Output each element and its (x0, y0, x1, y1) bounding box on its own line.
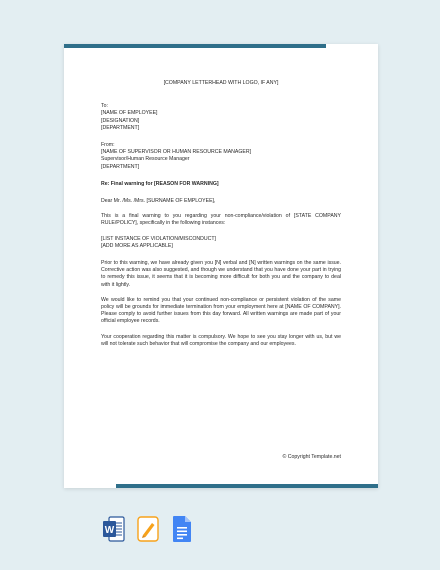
letter-content (101, 80, 341, 356)
from-line: [DEPARTMENT] (101, 163, 140, 170)
svg-text:W: W (104, 525, 115, 536)
word-icon[interactable] (103, 515, 125, 543)
bottom-accent-bar (116, 484, 378, 488)
paragraph: Your cooperation regarding this matter is compulsory. We hope to see you stay longer with us, but we will not tolerate such behavior that will compromise the company and our employees. (101, 333, 341, 347)
from-line: From: (101, 142, 115, 149)
pages-icon[interactable] (137, 515, 159, 543)
from-line: Supervisor/Human Resource Manager (101, 156, 190, 163)
to-line: To: (101, 103, 108, 110)
instance-item: [ADD MORE AS APPLICABLE] (101, 242, 173, 249)
top-accent-bar (64, 44, 326, 48)
subject-line: Re: Final warning for [REASON FOR WARNING] (101, 180, 219, 187)
paragraph: We would like to remind you that your continued non-compliance or persistent violation of the same policy will be grounds for immediate termination from your employment here at [NAME OF COMPANY]. Please comply to avoid further issues from this day forward. All written warnings are made part of your official employee records. (101, 296, 341, 325)
instance-item: [LIST INSTANCE OF VIOLATION/MISCONDUCT] (101, 235, 216, 242)
salutation: Dear Mr. /Ms. /Mrs. [SURNAME OF EMPLOYEE], (101, 198, 216, 205)
to-line: [DESIGNATION] (101, 117, 140, 124)
letterhead: [COMPANY LETTERHEAD WITH LOGO, IF ANY] (163, 80, 279, 86)
from-line: [NAME OF SUPERVISOR OR HUMAN RESOURCE MANAGER] (101, 149, 252, 156)
to-block (101, 103, 341, 132)
google-docs-icon[interactable] (171, 515, 193, 543)
copyright-footer: © Copyright Template.net (282, 454, 341, 460)
document-page (64, 44, 378, 488)
paragraph: Prior to this warning, we have already given you [N] verbal and [N] written warnings on the same issue. Corrective action was also suggested, and though we understand that you have done your part in trying to remedy this issue, it seems that it is becoming more difficult for both you and the company to deal with it lightly. (101, 260, 341, 288)
from-block (101, 142, 341, 171)
paragraph: This is a final warning to you regarding your non-compliance/violation of [STATE COMPANY RULE/POLICY], specifically in the following instances: (101, 213, 341, 227)
to-line: [NAME OF EMPLOYEE] (101, 110, 158, 117)
to-line: [DEPARTMENT] (101, 124, 140, 131)
instances-list (101, 236, 341, 250)
